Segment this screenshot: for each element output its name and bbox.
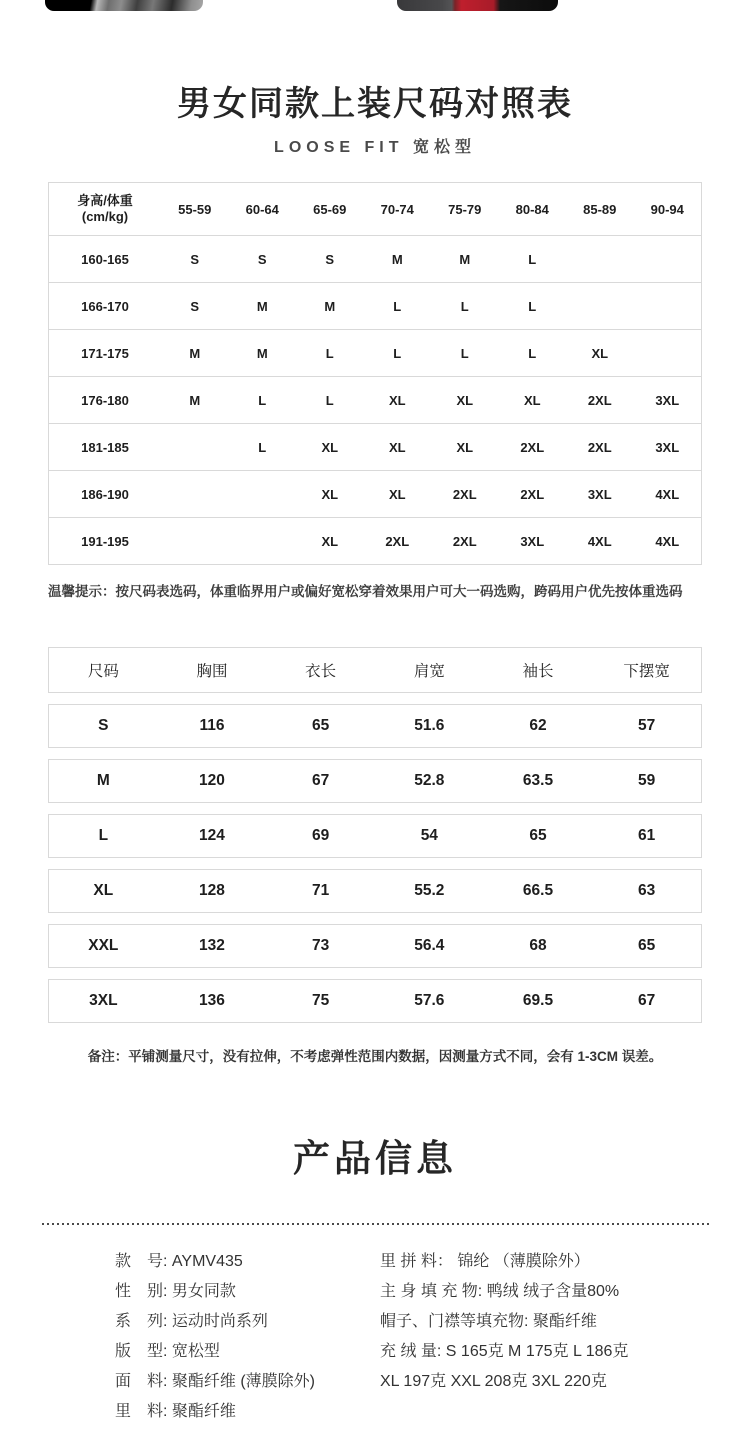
- size-label-cell: M: [96, 772, 110, 789]
- size-cell: L: [460, 345, 469, 361]
- size-cell: XL: [321, 533, 339, 549]
- size-cell: 2XL: [587, 439, 612, 455]
- measurement-cell: 51.6: [414, 717, 445, 734]
- size-cell: M: [189, 345, 201, 361]
- height-weight-header-line2: (cm/kg): [81, 209, 129, 224]
- size-cell: M: [391, 251, 403, 267]
- product-info-value: 聚酯纤维 (薄膜除外): [171, 1373, 316, 1390]
- size-cell: 2XL: [385, 533, 410, 549]
- size-cell: 2XL: [452, 533, 477, 549]
- size-label-cell: S: [98, 717, 109, 734]
- product-info-line: [115, 1277, 380, 1307]
- size-cell: S: [325, 251, 335, 267]
- size-cell: M: [189, 392, 201, 408]
- product-info-line: [115, 1397, 380, 1427]
- size-chart-header-row: [49, 183, 701, 235]
- measurement-cell: 124: [199, 827, 225, 844]
- size-cell: S: [190, 251, 200, 267]
- size-cell: L: [528, 251, 537, 267]
- product-info-line: [115, 1337, 380, 1367]
- size-cell: 4XL: [587, 533, 612, 549]
- size-cell: XL: [388, 486, 406, 502]
- measurement-cell: 132: [199, 937, 225, 954]
- measurement-cell: 59: [638, 772, 656, 789]
- measurement-cell: 116: [199, 717, 225, 734]
- size-cell: 3XL: [655, 392, 680, 408]
- height-weight-header: [49, 193, 161, 225]
- measurement-column-header: 胸围: [196, 663, 228, 680]
- measurement-cell: 67: [638, 992, 656, 1009]
- size-cell: 2XL: [520, 439, 545, 455]
- measurement-cell: 62: [529, 717, 547, 734]
- size-cell: M: [324, 298, 336, 314]
- product-photo-fragment-left: [45, 0, 203, 11]
- measurement-cell: 128: [199, 882, 225, 899]
- size-cell: 4XL: [655, 486, 680, 502]
- product-info-line: [380, 1277, 710, 1307]
- measurement-cell: 55.2: [414, 882, 445, 899]
- measurement-cell: 120: [199, 772, 225, 789]
- height-range-cell: 176-180: [81, 392, 129, 408]
- weight-column-header: 80-84: [515, 201, 549, 217]
- measurement-cell: 69.5: [522, 992, 554, 1009]
- measurement-cell: 57: [638, 717, 656, 734]
- page-subtitle: LOOSE FIT 宽松型: [274, 139, 476, 156]
- weight-column-header: 75-79: [448, 201, 482, 217]
- size-cell: XL: [321, 486, 339, 502]
- size-tip-text: 温馨提示：按尺码表选码，体重临界用户或偏好宽松穿着效果用户可大一码选购，跨码用户优先按体重选码: [48, 584, 683, 599]
- size-cell: XL: [388, 392, 406, 408]
- product-info-label: 帽子、门襟等填充物:: [380, 1313, 533, 1330]
- measurement-column-header: 衣长: [305, 663, 337, 680]
- product-info-line: [115, 1307, 380, 1337]
- product-info-value: 锦纶 （薄膜除外）: [457, 1253, 590, 1270]
- measurement-cell: 52.8: [414, 772, 445, 789]
- measurement-cell: 69: [312, 827, 330, 844]
- size-cell: XL: [388, 439, 406, 455]
- product-info-label: 里 料:: [115, 1403, 172, 1420]
- height-range-cell: 181-185: [81, 439, 129, 455]
- product-info-value: 男女同款: [171, 1283, 236, 1300]
- page-title: 男女同款上装尺码对照表: [177, 85, 573, 123]
- size-cell: L: [258, 392, 267, 408]
- weight-column-header: 90-94: [650, 201, 684, 217]
- product-info-line: [115, 1247, 380, 1277]
- measurement-cell: 65: [312, 717, 330, 734]
- measurement-cell: 61: [638, 827, 656, 844]
- product-info-label: 充 绒 量:: [380, 1343, 446, 1360]
- size-cell: S: [257, 251, 267, 267]
- product-info-label: 主 身 填 充 物:: [380, 1283, 487, 1300]
- size-chart-row: [49, 235, 701, 282]
- size-cell: L: [258, 439, 267, 455]
- weight-column-header: 55-59: [178, 201, 212, 217]
- product-info-right-column: [380, 1247, 710, 1427]
- measurement-cell: 73: [312, 937, 330, 954]
- measurement-row: [48, 704, 702, 748]
- height-range-cell: 186-190: [81, 486, 129, 502]
- weight-column-header: 65-69: [313, 201, 347, 217]
- product-info-value: 宽松型: [171, 1343, 220, 1360]
- size-cell: L: [528, 298, 537, 314]
- measurement-row: [48, 924, 702, 968]
- product-info-value: 聚酯纤维: [171, 1403, 236, 1420]
- size-chart-row: [49, 470, 701, 517]
- measurement-cell: 71: [312, 882, 330, 899]
- size-cell: M: [256, 298, 268, 314]
- measurement-cell: 65: [638, 937, 656, 954]
- measurement-cell: 57.6: [414, 992, 445, 1009]
- product-info-line: [115, 1367, 380, 1397]
- height-range-cell: 191-195: [81, 533, 129, 549]
- product-info-value: 鸭绒 绒子含量80%: [486, 1283, 620, 1300]
- size-chart-row: [49, 423, 701, 470]
- product-info-section: [0, 1225, 750, 1427]
- size-cell: M: [459, 251, 471, 267]
- size-chart-row: [49, 517, 701, 564]
- size-chart-row: [49, 329, 701, 376]
- size-cell: 2XL: [452, 486, 477, 502]
- height-range-cell: 160-165: [81, 251, 129, 267]
- product-info-line: [380, 1247, 710, 1277]
- product-info-line: [380, 1307, 710, 1337]
- measurement-cell: 136: [199, 992, 225, 1009]
- size-cell: L: [325, 345, 334, 361]
- size-cell: 3XL: [587, 486, 612, 502]
- measurement-cell: 75: [312, 992, 330, 1009]
- size-chart-row: [49, 282, 701, 329]
- product-info-label: 里 拼 料：: [380, 1253, 458, 1270]
- product-photo-fragment-right: [397, 0, 558, 11]
- product-info-value: XL 197克 XXL 208克 3XL 220克: [380, 1373, 607, 1390]
- measurements-body: [48, 704, 702, 1023]
- measurement-column-header: 尺码: [87, 663, 119, 680]
- measurement-cell: 68: [529, 937, 547, 954]
- product-info-title: 产品信息: [293, 1138, 457, 1179]
- product-info-label: 面 料:: [115, 1373, 172, 1390]
- product-info-label: 版 型:: [115, 1343, 172, 1360]
- size-cell: L: [393, 345, 402, 361]
- size-label-cell: L: [98, 827, 109, 844]
- measurement-cell: 63.5: [522, 772, 554, 789]
- size-cell: L: [460, 298, 469, 314]
- size-cell: L: [393, 298, 402, 314]
- size-cell: 2XL: [587, 392, 612, 408]
- product-info-value: 运动时尚系列: [171, 1313, 268, 1330]
- size-cell: XL: [591, 345, 609, 361]
- product-info-left-column: [115, 1247, 380, 1427]
- size-cell: 3XL: [655, 439, 680, 455]
- product-info-line: [380, 1367, 710, 1397]
- measurement-cell: 67: [312, 772, 330, 789]
- size-cell: S: [190, 298, 200, 314]
- measurement-row: [48, 979, 702, 1023]
- size-cell: 4XL: [655, 533, 680, 549]
- measurement-note-text: 备注：平铺测量尺寸，没有拉伸，不考虑弹性范围内数据，因测量方式不同，会有 1-3CM 误差。: [87, 1049, 663, 1064]
- measurement-row: [48, 869, 702, 913]
- product-info-label: 性 别:: [115, 1283, 172, 1300]
- size-cell: L: [325, 392, 334, 408]
- measurement-column-header: 袖长: [522, 663, 554, 680]
- product-info-label: 系 列:: [115, 1313, 172, 1330]
- size-cell: L: [528, 345, 537, 361]
- size-label-cell: 3XL: [89, 992, 118, 1009]
- measurements-table: [48, 647, 702, 1023]
- size-label-cell: XL: [93, 882, 114, 899]
- measurement-cell: 54: [420, 827, 438, 844]
- measurement-column-header: 肩宽: [413, 663, 445, 680]
- height-range-cell: 171-175: [81, 345, 129, 361]
- measurement-cell: 56.4: [414, 937, 445, 954]
- product-info-value: 聚酯纤维: [532, 1313, 597, 1330]
- size-cell: XL: [321, 439, 339, 455]
- height-weight-header-line1: 身高/体重: [77, 193, 133, 208]
- size-cell: 3XL: [520, 533, 545, 549]
- size-chart-body: [49, 235, 701, 564]
- measurement-row: [48, 814, 702, 858]
- product-info-label: 款 号:: [115, 1253, 172, 1270]
- size-label-cell: XXL: [88, 937, 119, 954]
- measurements-header-row: [48, 647, 702, 693]
- weight-column-header: 85-89: [583, 201, 617, 217]
- measurement-cell: 65: [529, 827, 547, 844]
- size-chart-row: [49, 376, 701, 423]
- product-info-value: S 165克 M 175克 L 186克: [445, 1343, 629, 1360]
- size-chart-table: [48, 182, 702, 565]
- size-cell: M: [256, 345, 268, 361]
- measurement-column-header: 下摆宽: [623, 663, 670, 680]
- size-cell: XL: [456, 439, 474, 455]
- height-range-cell: 166-170: [81, 298, 129, 314]
- size-cell: 2XL: [520, 486, 545, 502]
- size-cell: XL: [456, 392, 474, 408]
- product-info-line: [380, 1337, 710, 1367]
- measurement-cell: 63: [638, 882, 656, 899]
- weight-column-header: 70-74: [380, 201, 414, 217]
- weight-column-header: 60-64: [245, 201, 279, 217]
- size-cell: XL: [523, 392, 541, 408]
- product-info-value: AYMV435: [171, 1253, 243, 1270]
- measurement-row: [48, 759, 702, 803]
- measurement-cell: 66.5: [522, 882, 554, 899]
